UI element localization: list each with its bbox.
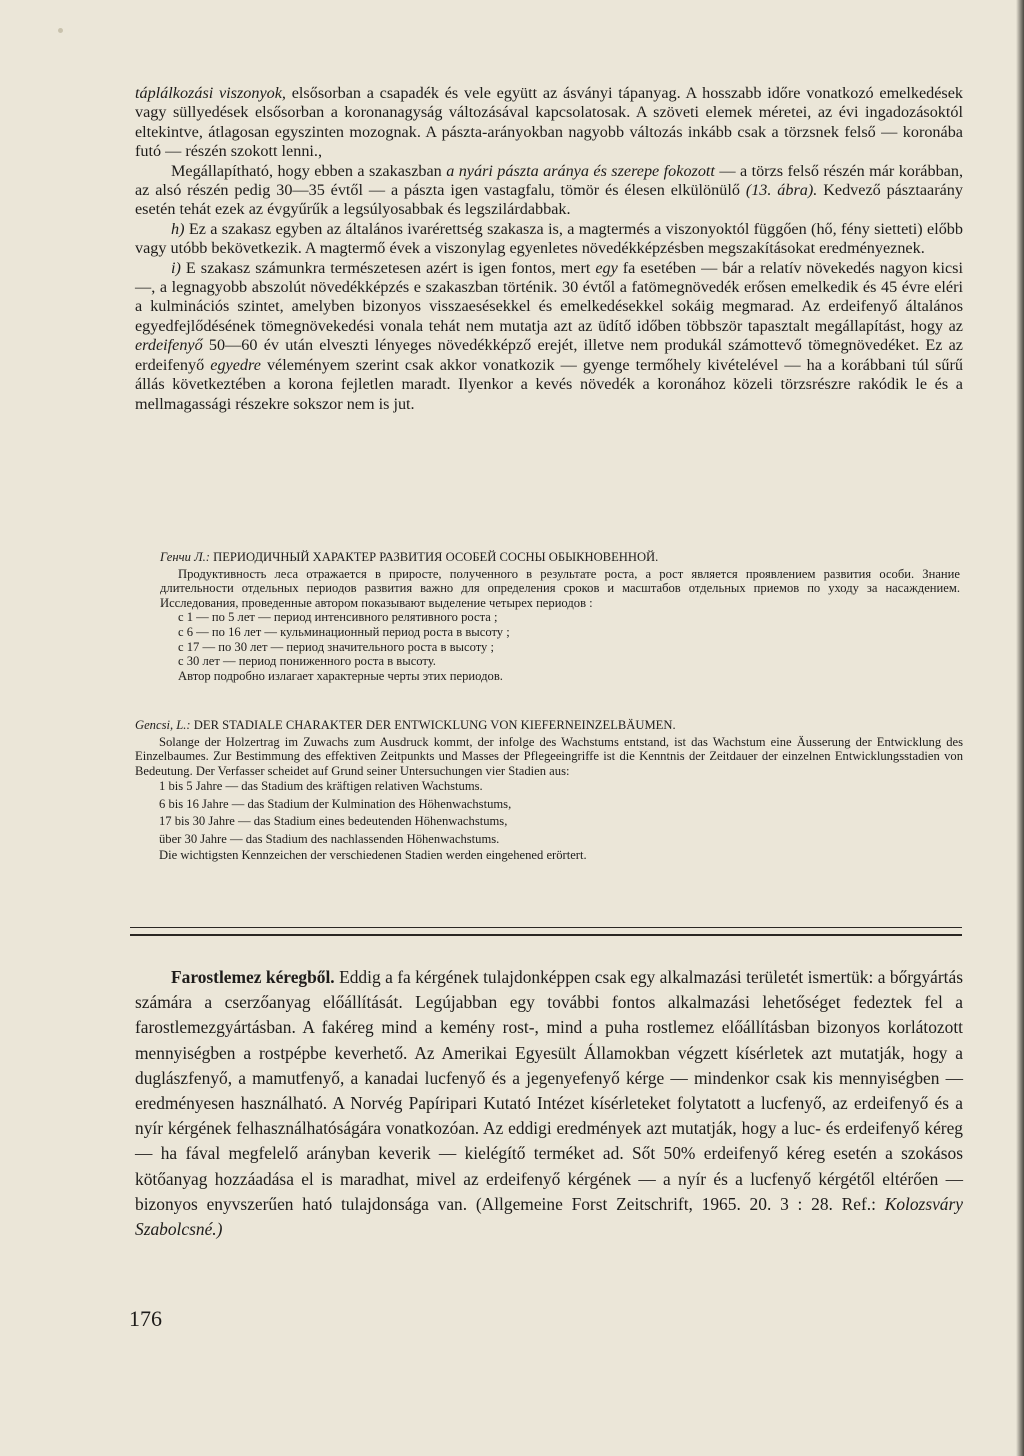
german-summary-body: Solange der Holzertrag im Zuwachs zum Ausdruck kommt, der infolge des Wachstums entstand, ist das Wachstum eine Äusserung der Entwicklung des Einzelbaumes. Zur Bestimmung des effektiven Zeitpunkts und Masses der Pflegeeingriffe ist die Kenntnis der Zeitdauer der einzelnen Entwicklungsstadien von Bedeutung. Der Verfasser scheidet auf Grund seiner Untersuchungen vier Stadien aus:	[135, 734, 963, 778]
german-summary-title	[135, 718, 963, 733]
russian-period-list	[160, 610, 960, 668]
main-paragraph	[135, 220, 963, 259]
main-text-block	[135, 84, 963, 414]
text-run: 50—60 év után elveszti lényeges növedékképző erejét, illetve nem produkál számottevő tömegnövedéket. Ez az erdeifenyő	[135, 336, 963, 374]
italic-text: h)	[171, 219, 185, 238]
russian-period-item: с 30 лет — период пониженного роста в высоту.	[178, 654, 436, 669]
russian-summary-body: Продуктивность леса отражается в приросте, полученного в результате роста, а рост является проявлением развития особи. Знание длительности отдельных периодов развития важно для определения сроков и масштабов отдельных приемов по уходу за насаждением. Исследования, проведенные автором показывают выделение четырех периодов :	[160, 566, 960, 610]
german-summary	[135, 718, 963, 863]
article-paragraph	[135, 965, 963, 1242]
russian-period-item: с 17 — по 30 лет — период значительного роста в высоту ;	[178, 639, 494, 654]
text-run: véleményem szerint csak akkor vonatkozik — gyenge termőhely kivételével — ha a korábbani túl sűrű állás következtében a korona fejletlen maradt. Ilyenkor a kevés növedék a koronához közeli törzsrészre rakódik le és a mellmagassági részekre sokszor nem is jut.	[135, 355, 963, 413]
italic-text: a nyári pászta aránya és szerepe fokozott	[446, 161, 715, 180]
russian-summary-closing: Автор подробно излагает характерные черты этих периодов.	[178, 668, 503, 683]
russian-summary	[160, 550, 960, 683]
russian-summary-title	[160, 550, 960, 565]
text-run: fa esetében — bár a relatív növekedés nagyon kicsi —, a legnagyobb abszolút növedékképzés e szakaszban történik. 30 évtől a fatömegnövedék erősen emelkedik és 45 évre eléri a kulminációs szintet, amelyben bizonyos visszaesésekkel és emelkedésekkel sokáig megmarad. Az erdeifenyő általános egyedfejlődésének tömegnövekedési vonala tehát nem mutatja azt az üdítő időben többször tapasztalt megállapítást, hogy az	[135, 258, 963, 335]
text-run: Kedvező pásztaarány esetén tehát ezek az évgyűrűk a legsúlyosabbak és legszilárdabbak.	[135, 181, 963, 219]
german-summary-author: Gencsi, L.:	[135, 718, 191, 732]
main-paragraph	[135, 84, 963, 162]
russian-period-item: с 6 — по 16 лет — кульминационный период роста в высоту ;	[178, 624, 510, 639]
italic-text: (13. ábra).	[745, 181, 818, 200]
text-run: elsősorban a csapadék és vele együtt az ásványi tápanyag. A hosszabb időre vonatkozó emelkedések vagy süllyedések elsősorban a koronanagyság változásával kapcsolatosak. A szöveti elemek méretei, az évi ingadozásoktól eltekintve, átlagosan egyszinten mozognak. A pászta-arányokban nagyobb változás inkább csak a törzsnek felső — koronába futó — részén szokott lenni.,	[135, 84, 963, 161]
text-run: Ez a szakasz egyben az általános ivarérettség szakasza is, a magtermés a viszonyoktól függően (hő, fény sietteti) előbb vagy utóbb bekövetkezik. A magtermő évek a viszonylag egyenletes növedékképzésben megszakításokat eredményeznek.	[135, 219, 963, 258]
italic-text: egy	[595, 258, 618, 277]
german-stage-item: 17 bis 30 Jahre — das Stadium eines bedeutenden Höhenwachstums,	[159, 814, 508, 829]
italic-text: i)	[171, 258, 181, 277]
paper-spot	[58, 28, 63, 33]
article-lead: Farostlemez kéregből.	[171, 967, 335, 987]
russian-summary-author: Генчи Л.:	[160, 550, 210, 564]
main-paragraph	[135, 162, 963, 220]
italic-text: egyedre	[210, 355, 261, 374]
italic-text: táplálkozási viszonyok,	[135, 84, 286, 102]
german-summary-heading: DER STADIALE CHARAKTER DER ENTWICKLUNG VON KIEFERNEINZELBÄUMEN.	[193, 718, 676, 732]
russian-period-item: с 1 — по 5 лет — период интенсивного релятивного роста ;	[178, 610, 498, 625]
main-paragraph	[135, 259, 963, 414]
article-reference-name: Kolozsváry Szabolcsné.)	[135, 1193, 963, 1240]
text-run: E szakasz számunkra természetesen azért is igen fontos, mert	[180, 258, 596, 277]
article-body: Eddig a fa kérgének tulajdonképpen csak egy alkalmazási területét ismertük: a bőrgyártás számára a cserzőanyag előállítását. Legújabban egy további fontos alkalmazási lehetőséget fedeztek fel a farostlemezgyártásban. A fakéreg mind a kemény rost-, mind a puha rostlemez előállításban bizonyos korlátozott mennyiségben a rostpépbe keverhető. Az Amerikai Egyesült Államokban végzett kísérletek azt mutatják, hogy a duglászfenyő, a mamutfenyő, a kanadai lucfenyő és a jegenyefenyő kérge — mindenkor csak kis mennyiségben — eredményesen használható. A Norvég Papíripari Kutató Intézet kísérleteket folytatott a lucfenyő, az erdeifenyő és a nyír kérgének felhasználhatóságára vonatkozóan. Az eddigi eredmények azt mutatják, hogy a luc- és erdeifenyő kéreg — ha fával megfelelő arányban keverik — kielégítő terméket ad. Sőt 50% erdeifenyő kéreg esetén a szokásos kötőanyag hozzáadása el is maradhat, mivel az erdeifenyő kérgének — a nyír és a lucfenyő kérgétől eltérően — bizonyos enyvszerűen ható tulajdonsága van. (Allgemeine Forst Zeitschrift, 1965. 20. 3 : 28. Ref.:	[135, 967, 963, 1214]
german-summary-closing: Die wichtigsten Kennzeichen der verschiedenen Stadien werden eingehened erörtert.	[159, 848, 587, 862]
section-divider	[130, 927, 962, 936]
article-farostlemez	[135, 965, 963, 1242]
text-run: Megállapítható, hogy ebben a szakaszban	[171, 161, 447, 180]
german-stage-item: 6 bis 16 Jahre — das Stadium der Kulmination des Höhenwachstums,	[159, 796, 512, 811]
page-number: 176	[129, 1306, 162, 1331]
page-edge-shadow	[1016, 0, 1024, 1456]
text-run: — a törzs felső részén már korábban, az alsó részén pedig 30—35 évtől — a pászta igen vastagfalu, tömör és élesen elkülönülő	[135, 161, 963, 200]
german-stage-item: über 30 Jahre — das Stadium des nachlassenden Höhenwachstums.	[159, 831, 500, 846]
german-stage-list	[135, 778, 963, 848]
russian-summary-heading: ПЕРИОДИЧНЫЙ ХАРАКТЕР РАЗВИТИЯ ОСОБЕЙ СОСНЫ ОБЫКНОВЕННОЙ.	[213, 550, 659, 564]
german-stage-item: 1 bis 5 Jahre — das Stadium des kräftigen relativen Wachstums.	[159, 779, 483, 794]
italic-text: erdeifenyő	[135, 336, 203, 355]
